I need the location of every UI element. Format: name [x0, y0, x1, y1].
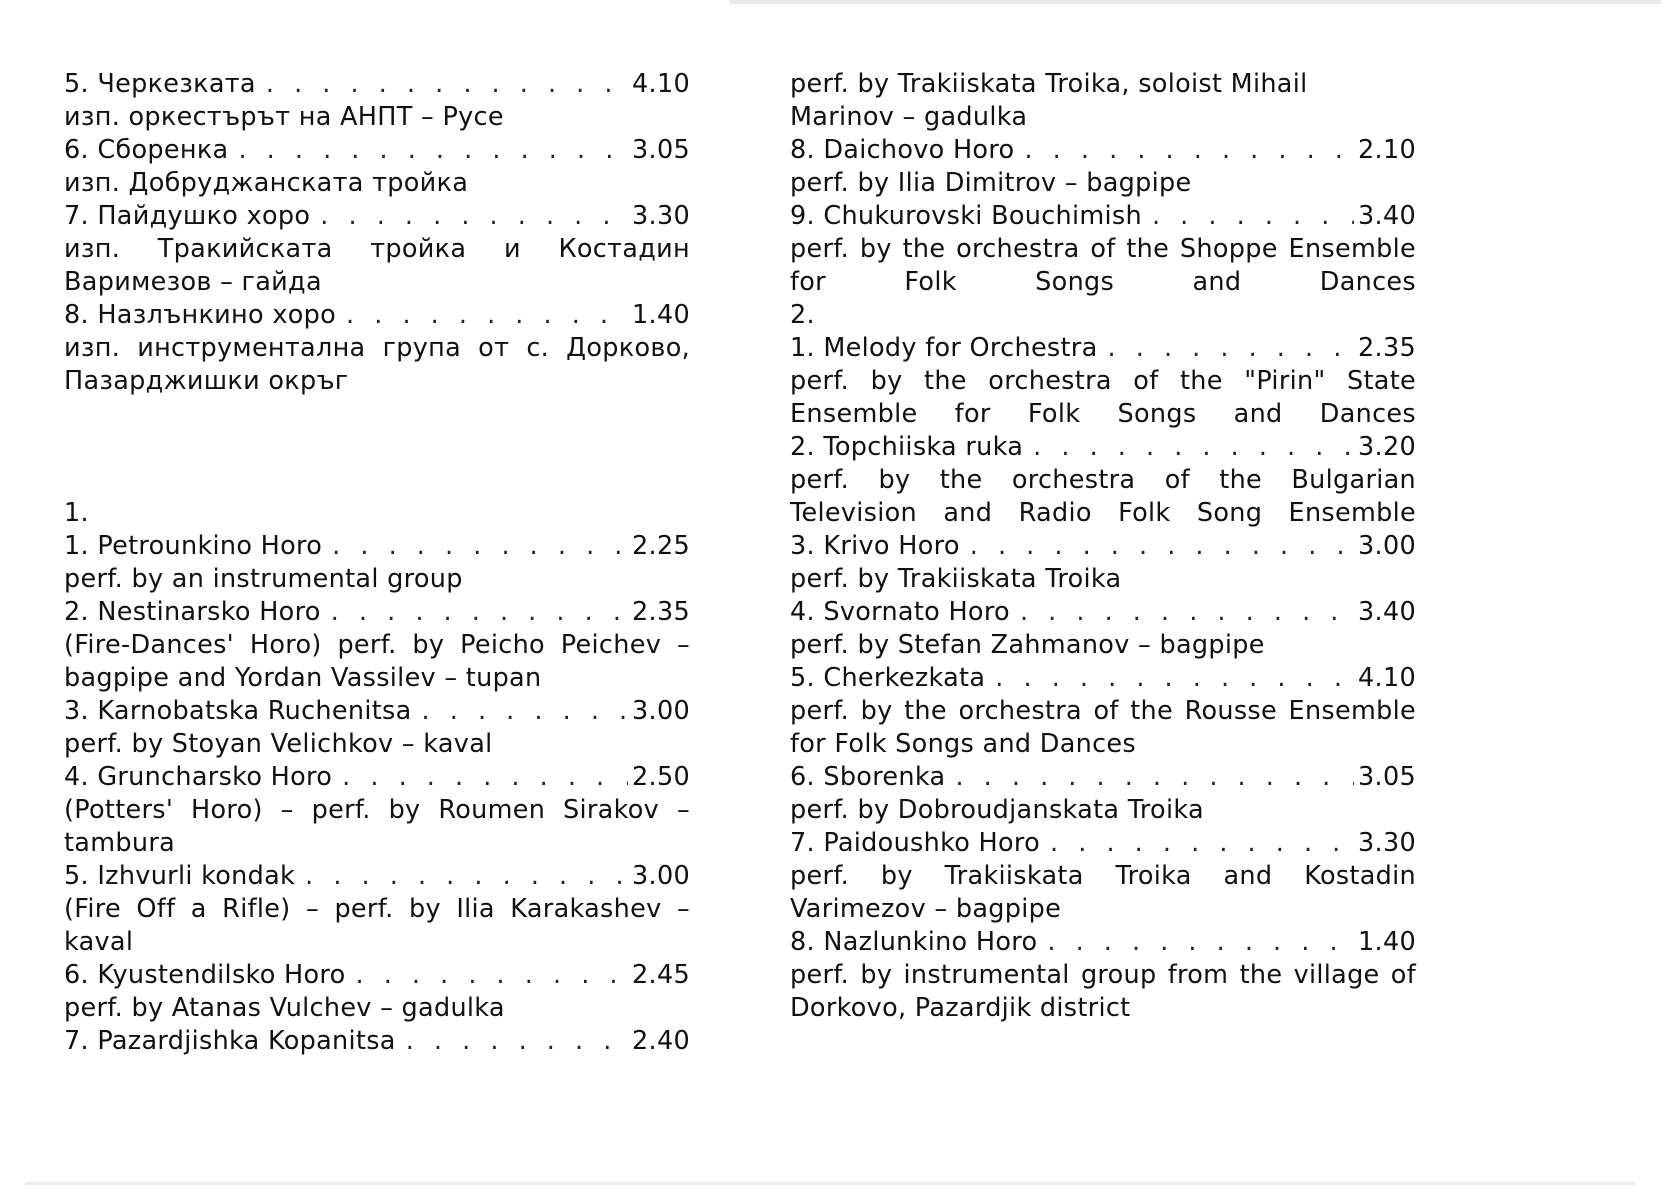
track-title: 6. Kyustendilsko Horo — [64, 960, 346, 990]
track-row — [64, 68, 690, 101]
track-duration: 3.00 — [1358, 531, 1416, 561]
leader-dots — [356, 959, 629, 992]
track-performer: perf. by the orchestra of the "Pirin" State Ensemble for Folk Songs and Dances — [790, 366, 1416, 429]
track-duration: 4.10 — [1358, 663, 1416, 693]
track-performer: изп. инструментална група от с. Дорково, Пазарджишки окръг — [64, 333, 690, 396]
leader-dots — [1047, 926, 1354, 959]
track-performer: изп. Добруджанската тройка — [64, 168, 469, 198]
leader-dots — [320, 200, 628, 233]
leader-dots — [305, 860, 628, 893]
leader-dots — [1108, 332, 1354, 365]
track-duration: 1.40 — [632, 300, 690, 330]
track-performer: изп. Тракийската тройка и Костадин Варимезов – гайда — [64, 234, 690, 297]
track-performer: perf. by an instrumental group — [64, 564, 463, 594]
track-row — [790, 761, 1416, 794]
track-row — [64, 530, 690, 563]
track-duration: 2.25 — [632, 531, 690, 561]
track-title: 9. Chukurovski Bouchimish — [790, 201, 1142, 231]
track-performer: perf. by Atanas Vulchev – gadulka — [64, 993, 505, 1023]
track-duration: 1.40 — [1358, 927, 1416, 957]
track-duration: 2.40 — [632, 1026, 690, 1056]
leader-dots — [955, 761, 1354, 794]
leader-dots — [346, 299, 628, 332]
track-row — [790, 200, 1416, 233]
track-row — [790, 332, 1416, 365]
leader-dots — [331, 596, 628, 629]
track-duration: 3.40 — [1358, 597, 1416, 627]
track-duration: 2.35 — [632, 597, 690, 627]
track-title: 1. Melody for Orchestra — [790, 333, 1098, 363]
track-performer: perf. by Ilia Dimitrov – bagpipe — [790, 168, 1192, 198]
track-title: 8. Назлънкино хоро — [64, 300, 337, 330]
track-performer: perf. by the orchestra of the Bulgarian Television and Radio Folk Song Ensemble — [790, 465, 1416, 528]
track-row — [790, 431, 1416, 464]
track-performer: (Fire Off a Rifle) – perf. by Ilia Karakashev – kaval — [64, 894, 690, 957]
track-duration: 3.40 — [1358, 201, 1416, 231]
track-duration: 3.20 — [1358, 432, 1416, 462]
track-duration: 3.05 — [1358, 762, 1416, 792]
track-row — [64, 596, 690, 629]
track-performer: (Potters' Horo) – perf. by Roumen Sirakov – tambura — [64, 795, 690, 858]
track-title: 4. Svornato Horo — [790, 597, 1010, 627]
section-gap — [64, 398, 690, 497]
track-performer: perf. by the orchestra of the Shoppe Ensemble for Folk Songs and Dances — [790, 234, 1416, 297]
track-performer: perf. by Trakiiskata Troika — [790, 564, 1122, 594]
track-row — [64, 200, 690, 233]
leader-dots — [332, 530, 628, 563]
track-row — [64, 1025, 690, 1058]
leader-dots — [1033, 431, 1354, 464]
track-row — [790, 134, 1416, 167]
track-row — [64, 695, 690, 728]
leader-dots — [266, 68, 628, 101]
track-title: 8. Nazlunkino Horo — [790, 927, 1038, 957]
track-title: 4. Gruncharsko Horo — [64, 762, 333, 792]
track-performer: (Fire-Dances' Horo) perf. by Peicho Peichev – bagpipe and Yordan Vassilev – tupan — [64, 630, 690, 693]
track-row — [64, 860, 690, 893]
track-duration: 3.05 — [632, 135, 690, 165]
track-title: 8. Daichovo Horo — [790, 135, 1015, 165]
track-performer: perf. by instrumental group from the village of Dorkovo, Pazardjik district — [790, 960, 1416, 1023]
track-duration: 3.00 — [632, 696, 690, 726]
leader-dots — [422, 695, 628, 728]
track-performer: изп. оркестърът на АНПТ – Русе — [64, 102, 504, 132]
track-title: 5. Черкезката — [64, 69, 256, 99]
track-title: 6. Sborenka — [790, 762, 946, 792]
track-row — [64, 959, 690, 992]
track-row — [64, 299, 690, 332]
track-row — [790, 662, 1416, 695]
track-row — [790, 596, 1416, 629]
continuation-line: perf. by Trakiiskata Troika, soloist Mihail — [790, 69, 1308, 99]
track-title: 2. Nestinarsko Horo — [64, 597, 321, 627]
track-row — [790, 827, 1416, 860]
scan-edge-top — [730, 0, 1661, 4]
track-title: 7. Пайдушко хоро — [64, 201, 311, 231]
track-duration: 2.50 — [632, 762, 690, 792]
side-heading: 2. — [790, 300, 815, 330]
track-title: 1. Petrounkino Horo — [64, 531, 323, 561]
leader-dots — [1024, 134, 1354, 167]
leader-dots — [238, 134, 628, 167]
track-duration: 2.35 — [1358, 333, 1416, 363]
track-duration: 3.30 — [1358, 828, 1416, 858]
track-duration: 3.00 — [632, 861, 690, 891]
track-row — [790, 530, 1416, 563]
track-title: 2. Topchiiska ruka — [790, 432, 1024, 462]
track-duration: 3.30 — [632, 201, 690, 231]
track-duration: 4.10 — [632, 69, 690, 99]
scan-edge-bottom — [25, 1182, 1635, 1185]
leader-dots — [995, 662, 1354, 695]
leader-dots — [1020, 596, 1354, 629]
track-title: 3. Karnobatska Ruchenitsa — [64, 696, 412, 726]
track-duration: 2.10 — [1358, 135, 1416, 165]
track-row — [64, 761, 690, 794]
right-column — [790, 68, 1416, 1025]
track-row — [64, 134, 690, 167]
track-title: 5. Izhvurli kondak — [64, 861, 296, 891]
continuation-line: Marinov – gadulka — [790, 102, 1028, 132]
side-heading: 1. — [64, 498, 89, 528]
track-performer: perf. by Stefan Zahmanov – bagpipe — [790, 630, 1265, 660]
track-title: 6. Сборенка — [64, 135, 229, 165]
track-title: 3. Krivo Horo — [790, 531, 960, 561]
track-title: 7. Pazardjishka Kopanitsa — [64, 1026, 396, 1056]
track-performer: perf. by Trakiiskata Troika and Kostadin Varimezov – bagpipe — [790, 861, 1416, 924]
leader-dots — [406, 1025, 628, 1058]
track-performer: perf. by the orchestra of the Rousse Ensemble for Folk Songs and Dances — [790, 696, 1416, 759]
leader-dots — [1050, 827, 1354, 860]
track-duration: 2.45 — [632, 960, 690, 990]
track-performer: perf. by Dobroudjanskata Troika — [790, 795, 1204, 825]
left-column — [64, 68, 690, 1058]
track-title: 5. Cherkezkata — [790, 663, 986, 693]
leader-dots — [342, 761, 628, 794]
track-row — [790, 926, 1416, 959]
leader-dots — [1152, 200, 1354, 233]
track-title: 7. Paidoushko Horo — [790, 828, 1041, 858]
leader-dots — [970, 530, 1354, 563]
track-performer: perf. by Stoyan Velichkov – kaval — [64, 729, 493, 759]
